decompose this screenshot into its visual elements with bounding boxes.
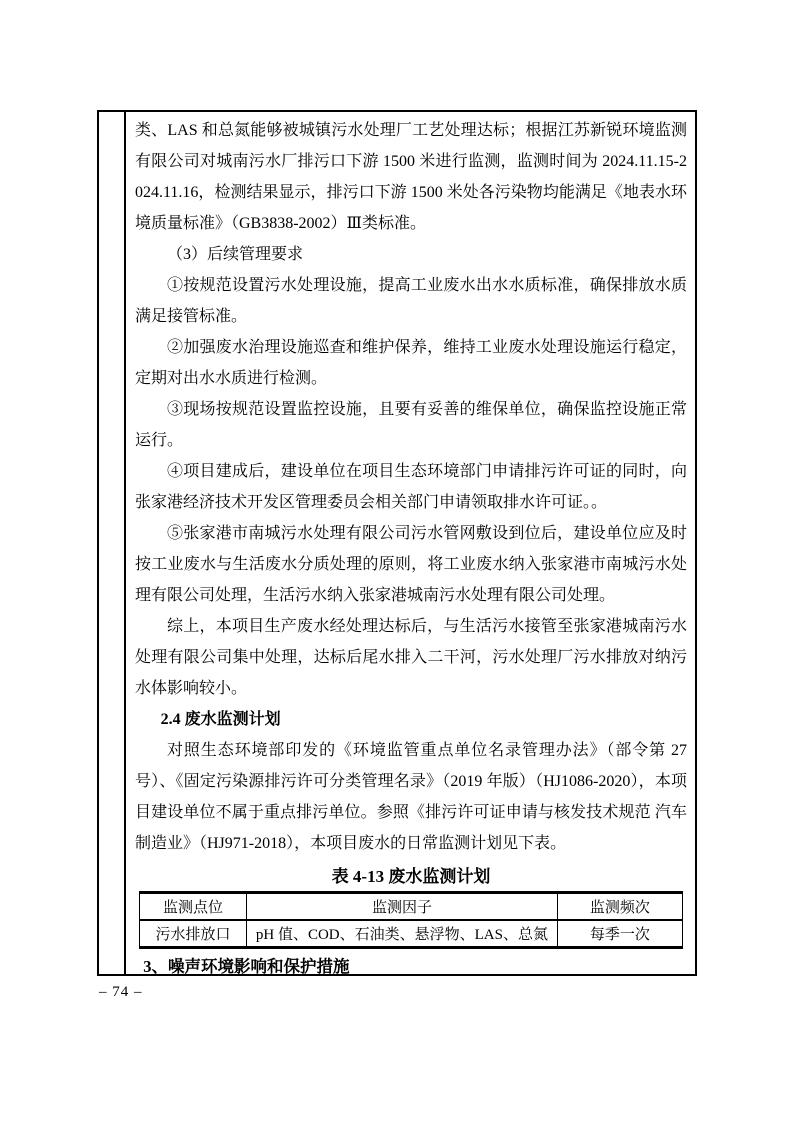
document-content-frame xyxy=(97,110,697,976)
header-monitor-frequency: 监测频次 xyxy=(557,893,682,921)
section-heading-2-4: 2.4 废水监测计划 xyxy=(160,711,281,728)
table-4-13-caption: 表 4-13 废水监测计划 xyxy=(331,867,491,886)
section-heading-3-noise: 3、噪声环境影响和保护措施 xyxy=(143,957,350,974)
paragraph-continuation: 类、LAS 和总氮能够被城镇污水处理厂工艺处理达标；根据江苏新锐环境监测有限公司对城南污水厂排污口下游 1500 米进行监测，监测时间为 2024.11.15-2024.11.16，检测结果显示，排污口下游 1500 米处各污染物均能满足《地表水环境质量标准》（GB3838-2002）Ⅲ类标准。 xyxy=(135,122,687,232)
paragraph-monitoring-plan: 对照生态环境部印发的《环境监管重点单位名录管理办法》（部令第 27 号）、《固定污染源排污许可分类管理名录》（2019 年版）（HJ1086-2020），本项目建设单位不属于重点排污单位。参照《排污许可证申请与核发技术规范 汽车制造业》（HJ971-2018），本项目废水的日常监测计划见下表。 xyxy=(135,742,687,852)
table-header-row xyxy=(140,893,683,921)
paragraph-summary: 综上，本项目生产废水经处理达标后，与生活污水接管至张家港城南污水处理有限公司集中处理，达标后尾水排入二干河，污水处理厂污水排放对纳污水体影响较小。 xyxy=(135,618,687,697)
paragraph-item-3: ③现场按规范设置监控设施，且要有妥善的维保单位，确保监控设施正常运行。 xyxy=(135,401,687,449)
content-area xyxy=(126,112,695,974)
header-monitor-point: 监测点位 xyxy=(140,893,247,921)
paragraph-item-5: ⑤张家港市南城污水处理有限公司污水管网敷设到位后，建设单位应及时按工业废水与生活废水分质处理的原则，将工业废水纳入张家港市南城污水处理有限公司处理，生活污水纳入张家港城南污水处理有限公司处理。 xyxy=(135,525,687,604)
cell-monitor-factor: pH 值、COD、石油类、悬浮物、LAS、总氮 xyxy=(246,920,557,948)
cell-monitor-frequency: 每季一次 xyxy=(557,920,682,948)
paragraph-item-4: ④项目建成后，建设单位在项目生态环境部门申请排污许可证的同时，向张家港经济技术开发区管理委员会相关部门申请领取排水许可证。。 xyxy=(135,463,687,511)
page-number: – 74 – xyxy=(99,984,143,1000)
paragraph-item-1: ①按规范设置污水处理设施，提高工业废水出水水质标准，确保排放水质满足接管标准。 xyxy=(135,277,687,325)
table-left-gutter-column xyxy=(99,112,126,974)
paragraph-item-2: ②加强废水治理设施巡查和维护保养，维持工业废水处理设施运行稳定，定期对出水水质进行检测。 xyxy=(135,339,687,387)
cell-monitor-point: 污水排放口 xyxy=(140,920,247,948)
paragraph-followup-management: （3）后续管理要求 xyxy=(167,246,304,263)
header-monitor-factor: 监测因子 xyxy=(246,893,557,921)
table-row xyxy=(140,920,683,948)
wastewater-monitoring-table xyxy=(139,891,683,949)
